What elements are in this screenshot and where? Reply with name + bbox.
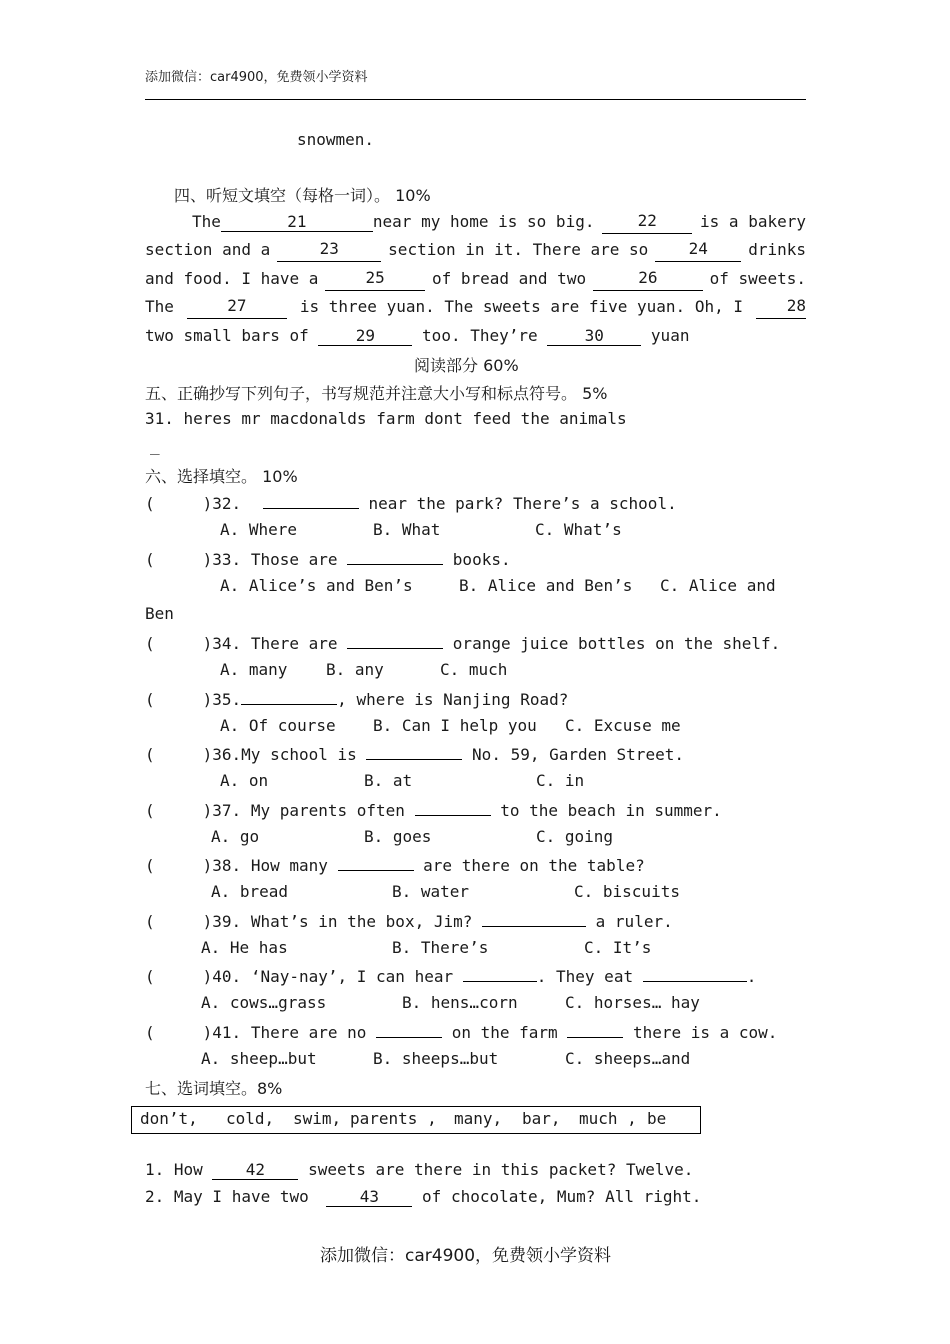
option-c[interactable]: C. going — [536, 827, 614, 846]
fill-question-2 — [145, 1187, 701, 1207]
option-b[interactable]: B. Alice and Ben’s — [459, 576, 633, 595]
blank-21[interactable]: 21 — [221, 213, 373, 232]
page-footer: 添加微信：car4900，免费领小学资料 — [320, 1246, 612, 1266]
question-38 — [145, 854, 645, 875]
question-text: 1. How — [145, 1160, 203, 1179]
option-c[interactable]: C. It’s — [584, 938, 652, 957]
answer-underscore: _ — [150, 436, 160, 455]
option-a[interactable]: A. sheep…but — [201, 1049, 317, 1068]
question-number: )40. — [202, 967, 242, 986]
text: of bread and two — [431, 269, 587, 288]
question-text: , where is Nanjing Road? — [337, 690, 569, 709]
text: of sweets. — [709, 269, 806, 288]
option-a[interactable]: A. bread — [211, 882, 289, 901]
option-a[interactable]: A. on — [220, 771, 269, 790]
option-a[interactable]: A. go — [211, 827, 260, 846]
answer-paren[interactable]: ( — [145, 856, 155, 875]
question-text: No. 59, Garden Street. — [472, 745, 684, 764]
question-33 — [145, 548, 511, 569]
question-text: near the park? There’s a school. — [368, 494, 677, 513]
question-36 — [145, 743, 684, 764]
question-text: orange juice bottles on the shelf. — [452, 634, 781, 653]
answer-blank[interactable] — [366, 743, 462, 760]
section5-heading: 五、正确抄写下列句子，书写规范并注意大小写和标点符号。 5% — [145, 384, 608, 403]
question-32 — [145, 492, 677, 513]
answer-blank[interactable] — [567, 1021, 623, 1038]
option-c[interactable]: C. Alice and — [660, 576, 776, 595]
text: section in it. There are so — [388, 240, 649, 259]
blank-28[interactable]: 28 — [756, 297, 806, 319]
question-number: )34. — [202, 634, 242, 653]
answer-paren[interactable]: ( — [145, 494, 155, 513]
answer-blank[interactable] — [347, 632, 443, 649]
fill-question-1 — [145, 1160, 693, 1180]
answer-blank[interactable] — [263, 492, 359, 509]
word-bank-item: parents , — [350, 1109, 437, 1128]
question-text: ‘Nay-nay’, I can hear — [250, 967, 454, 986]
answer-paren[interactable]: ( — [145, 801, 155, 820]
text: and food. I have a — [145, 269, 319, 288]
word-bank-item: much , — [579, 1109, 637, 1128]
text: near my home is so big. — [372, 212, 595, 231]
option-c[interactable]: C. in — [536, 771, 585, 790]
blank-29[interactable]: 29 — [318, 327, 412, 346]
blank-25[interactable]: 25 — [325, 269, 425, 291]
answer-paren[interactable]: ( — [145, 634, 155, 653]
blank-27[interactable]: 27 — [187, 297, 287, 319]
text: too. They’re — [422, 326, 538, 345]
answer-paren[interactable]: ( — [145, 1023, 155, 1042]
question-35 — [145, 688, 568, 709]
answer-blank[interactable] — [643, 965, 747, 982]
header-divider — [145, 99, 806, 100]
question-34 — [145, 632, 780, 653]
blank-30[interactable]: 30 — [547, 327, 641, 346]
word-bank-item: many, — [454, 1109, 503, 1128]
blank-24[interactable]: 24 — [655, 240, 741, 262]
question-text: How many — [250, 856, 328, 875]
option-a[interactable]: A. many — [220, 660, 288, 679]
question-text: 2. May I have two — [145, 1187, 309, 1206]
text: The — [145, 297, 174, 316]
word-bank-item: don’t, — [140, 1109, 198, 1128]
text: is a bakery — [700, 212, 806, 231]
option-b[interactable]: B. sheeps…but — [373, 1049, 499, 1068]
answer-blank[interactable] — [415, 799, 491, 816]
word-bank-item: be — [647, 1109, 667, 1128]
question-text: . — [746, 967, 757, 986]
section4-line-3 — [145, 269, 806, 291]
blank-23[interactable]: 23 — [277, 240, 381, 262]
page-header: 添加微信：car4900，免费领小学资料 — [145, 70, 368, 85]
blank-42[interactable]: 42 — [212, 1161, 298, 1180]
question-text: books. — [452, 550, 511, 569]
option-c[interactable]: C. biscuits — [574, 882, 680, 901]
reading-heading: 阅读部分 60% — [414, 356, 519, 375]
answer-blank[interactable] — [463, 965, 537, 982]
question-text: My school is — [241, 745, 357, 764]
answer-blank[interactable] — [338, 854, 414, 871]
section7-heading: 七、选词填空。8% — [145, 1079, 283, 1098]
answer-blank[interactable] — [347, 548, 443, 565]
option-c-wrap: Ben — [145, 604, 174, 623]
question-text: Those are — [250, 550, 338, 569]
word-bank-item: swim, — [293, 1109, 342, 1128]
option-b[interactable]: B. There’s — [392, 938, 489, 957]
question-text: There are — [250, 634, 338, 653]
text: yuan — [650, 326, 690, 345]
text: is three yuan. The sweets are five yuan. Oh, I — [299, 297, 743, 316]
option-c[interactable]: C. much — [440, 660, 508, 679]
question-text: on the farm — [451, 1023, 558, 1042]
option-b[interactable]: B. Can I help you — [373, 716, 537, 735]
question-39 — [145, 910, 673, 931]
blank-22[interactable]: 22 — [602, 212, 692, 234]
word-bank-box — [131, 1106, 701, 1134]
option-b[interactable]: B. goes — [364, 827, 432, 846]
option-c[interactable]: C. What’s — [535, 520, 622, 539]
question-text: My parents often — [250, 801, 405, 820]
text: drinks — [748, 240, 806, 259]
answer-paren[interactable]: ( — [145, 912, 155, 931]
answer-paren[interactable]: ( — [145, 745, 155, 764]
section6-heading: 六、选择填空。 10% — [145, 467, 298, 486]
option-c[interactable]: C. Excuse me — [565, 716, 681, 735]
question-text: there is a cow. — [632, 1023, 778, 1042]
question-number: )35. — [202, 690, 242, 709]
question-text: What’s in the box, Jim? — [250, 912, 473, 931]
option-a[interactable]: A. Of course — [220, 716, 336, 735]
question-number: )41. — [202, 1023, 242, 1042]
option-a[interactable]: A. He has — [201, 938, 288, 957]
question-number: )37. — [202, 801, 242, 820]
section4-line-5 — [145, 326, 689, 346]
question-number: )38. — [202, 856, 242, 875]
option-b[interactable]: B. any — [326, 660, 384, 679]
answer-blank[interactable] — [482, 910, 586, 927]
answer-paren[interactable]: ( — [145, 690, 155, 709]
option-b[interactable]: B. water — [392, 882, 470, 901]
question-text: of chocolate, Mum? All right. — [422, 1187, 702, 1206]
question-text: to the beach in summer. — [500, 801, 722, 820]
answer-paren[interactable]: ( — [145, 550, 155, 569]
option-b[interactable]: B. What — [373, 520, 441, 539]
option-c[interactable]: C. horses… hay — [565, 993, 700, 1012]
question-number: )36. — [202, 745, 242, 764]
question-41 — [145, 1021, 777, 1042]
question-40 — [145, 965, 756, 986]
question-text: . They eat — [536, 967, 634, 986]
section4-line-4 — [145, 297, 806, 319]
text: two small bars of — [145, 326, 309, 345]
text: The — [192, 212, 221, 231]
question-text: a ruler. — [595, 912, 673, 931]
option-b[interactable]: B. hens…corn — [402, 993, 518, 1012]
question-37 — [145, 799, 722, 820]
question-number: )33. — [202, 550, 242, 569]
question-31: 31. heres mr macdonalds farm dont feed the animals — [145, 409, 627, 428]
section4-line-2 — [145, 240, 806, 262]
section4-line-1 — [145, 212, 806, 234]
question-text: are there on the table? — [423, 856, 645, 875]
question-text: sweets are there in this packet? Twelve. — [308, 1160, 694, 1179]
option-a[interactable]: A. cows…grass — [201, 993, 327, 1012]
answer-blank[interactable] — [376, 1021, 442, 1038]
option-a[interactable]: A. Alice’s and Ben’s — [220, 576, 413, 595]
option-b[interactable]: B. at — [364, 771, 413, 790]
text: section and a — [145, 240, 271, 259]
question-number: )39. — [202, 912, 242, 931]
option-c[interactable]: C. sheeps…and — [565, 1049, 691, 1068]
word-bank-item: bar, — [522, 1109, 561, 1128]
answer-paren[interactable]: ( — [145, 967, 155, 986]
question-text: There are no — [250, 1023, 367, 1042]
blank-43[interactable]: 43 — [326, 1188, 412, 1207]
blank-26[interactable]: 26 — [593, 269, 703, 291]
word-bank-item: cold, — [226, 1109, 275, 1128]
previous-text-tail: snowmen. — [297, 130, 375, 149]
question-number: )32. — [202, 494, 242, 513]
section4-heading: 四、听短文填空（每格一词）。 10% — [174, 186, 431, 205]
answer-blank[interactable] — [241, 688, 337, 705]
option-a[interactable]: A. Where — [220, 520, 298, 539]
